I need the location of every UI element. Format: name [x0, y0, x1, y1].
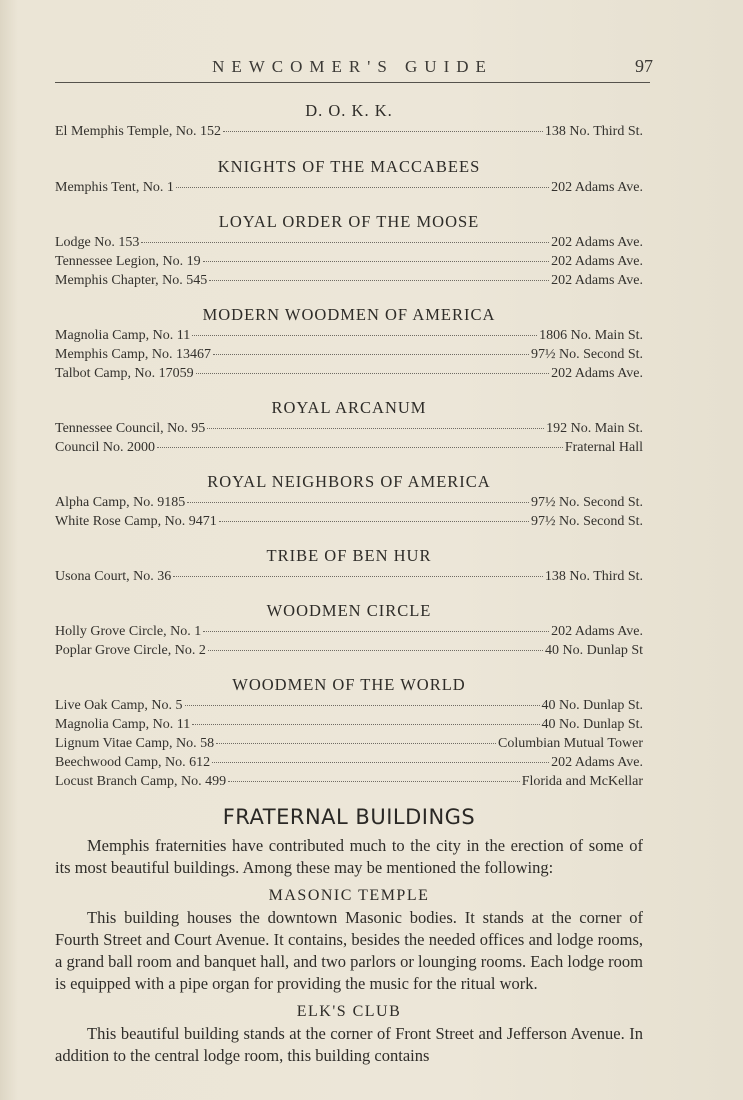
entry-address: 202 Adams Ave. — [551, 180, 643, 195]
directory-entry — [55, 734, 643, 753]
entry-name: White Rose Camp, No. 9471 — [55, 514, 217, 529]
entry-address: Florida and McKellar — [521, 774, 643, 789]
entry-name: Memphis Chapter, No. 545 — [55, 273, 208, 288]
dot-leader — [185, 705, 540, 706]
dot-leader — [141, 242, 549, 243]
directory-section — [55, 156, 643, 197]
entry-address: 40 No. Dunlap St. — [541, 717, 643, 732]
section-title: LOYAL ORDER OF THE MOOSE — [218, 212, 480, 231]
dot-leader — [216, 743, 496, 744]
fraternal-buildings-intro: Memphis fraternities have contributed much to the city in the erection of some of its most beautiful buildings. Among these may be mentioned the following: — [55, 836, 643, 877]
elks-club-title: ELK'S CLUB — [296, 1003, 402, 1020]
directory-entry — [55, 753, 643, 772]
entry-name: Memphis Camp, No. 13467 — [55, 347, 211, 362]
dot-leader — [209, 280, 549, 281]
directory-entry — [55, 345, 643, 364]
dot-leader — [203, 261, 550, 262]
fraternal-buildings-section — [55, 805, 643, 1067]
entry-address: 40 No. Dunlap St. — [541, 698, 643, 713]
directory-section — [55, 100, 643, 141]
directory-entry — [55, 696, 643, 715]
dot-leader — [207, 428, 544, 429]
fraternal-buildings-title: FRATERNAL BUILDINGS — [222, 805, 476, 829]
entry-address: 202 Adams Ave. — [551, 273, 643, 288]
masonic-temple-text: This building houses the downtown Masonic bodies. It stands at the corner of Fourth Street and Court Avenue. It contains, besides the needed offices and lodge rooms, a grand ball room and banquet hall, and two parlors or lounging rooms. Each lodge room is equipped with a pipe organ for providing the music for the ritual work. — [55, 908, 643, 993]
entry-name: Talbot Camp, No. 17059 — [55, 366, 194, 381]
directory-entry — [55, 271, 643, 290]
directory-entry — [55, 567, 643, 586]
entry-name: Beechwood Camp, No. 612 — [55, 755, 211, 770]
directory-section — [55, 600, 643, 660]
running-header: NEWCOMER'S GUIDE — [212, 57, 493, 76]
dot-leader — [187, 502, 529, 503]
directory-entry — [55, 641, 643, 660]
dot-leader — [203, 631, 549, 632]
directory-entry — [55, 252, 643, 271]
dot-leader — [213, 354, 529, 355]
entry-name: Memphis Tent, No. 1 — [55, 180, 174, 195]
entry-name: Tennessee Council, No. 95 — [55, 421, 206, 436]
entry-address: 97½ No. Second St. — [531, 514, 643, 529]
elks-club-text: This beautiful building stands at the corner of Front Street and Jefferson Avenue. In addition to the central lodge room, this building contains — [55, 1024, 643, 1065]
entry-address: 40 No. Dunlap St — [545, 643, 643, 658]
directory-section — [55, 397, 643, 457]
entry-name: Lignum Vitae Camp, No. 58 — [55, 736, 215, 751]
directory-section — [55, 545, 643, 586]
directory-entry — [55, 364, 643, 383]
entry-name: Tennessee Legion, No. 19 — [55, 254, 201, 269]
entry-address: 138 No. Third St. — [544, 124, 643, 139]
entry-address: Fraternal Hall — [564, 440, 643, 455]
entry-name: Live Oak Camp, No. 5 — [55, 698, 183, 713]
entry-name: Council No. 2000 — [55, 440, 155, 455]
entry-address: 192 No. Main St. — [546, 421, 643, 436]
section-title: WOODMEN CIRCLE — [266, 601, 432, 620]
directory-entry — [55, 512, 643, 531]
section-title: TRIBE OF BEN HUR — [266, 546, 432, 565]
dot-leader — [192, 335, 537, 336]
dot-leader — [157, 447, 563, 448]
dot-leader — [223, 131, 543, 132]
dot-leader — [173, 576, 543, 577]
dot-leader — [196, 373, 549, 374]
entry-name: Magnolia Camp, No. 11 — [55, 328, 191, 343]
entry-name: Poplar Grove Circle, No. 2 — [55, 643, 206, 658]
directory-entry — [55, 622, 643, 641]
entry-address: 97½ No. Second St. — [531, 347, 643, 362]
entry-name: Holly Grove Circle, No. 1 — [55, 624, 202, 639]
entry-name: El Memphis Temple, No. 152 — [55, 124, 221, 139]
entry-name: Usona Court, No. 36 — [55, 569, 172, 584]
entry-name: Alpha Camp, No. 9185 — [55, 495, 186, 510]
directory-section — [55, 211, 643, 290]
dot-leader — [192, 724, 539, 725]
masonic-temple-title: MASONIC TEMPLE — [268, 887, 430, 904]
dot-leader — [208, 650, 543, 651]
directory-entry — [55, 122, 643, 141]
directory-entry — [55, 493, 643, 512]
entry-name: Locust Branch Camp, No. 499 — [55, 774, 227, 789]
entry-address: 202 Adams Ave. — [551, 254, 643, 269]
directory-entry — [55, 715, 643, 734]
entry-address: 1806 No. Main St. — [539, 328, 643, 343]
section-title: MODERN WOODMEN OF AMERICA — [202, 305, 496, 324]
directory-entry — [55, 438, 643, 457]
entry-address: Columbian Mutual Tower — [498, 736, 643, 751]
directory-section — [55, 304, 643, 383]
dot-leader — [176, 187, 549, 188]
directory-entry — [55, 772, 643, 791]
header-rule — [55, 82, 650, 83]
section-title: D. O. K. K. — [305, 101, 393, 120]
page-number: 97 — [635, 56, 653, 76]
entry-address: 202 Adams Ave. — [551, 366, 643, 381]
directory-entry — [55, 419, 643, 438]
dot-leader — [228, 781, 520, 782]
entry-name: Lodge No. 153 — [55, 235, 140, 250]
directory-section — [55, 471, 643, 531]
entry-address: 97½ No. Second St. — [531, 495, 643, 510]
dot-leader — [219, 521, 529, 522]
directory-entry — [55, 326, 643, 345]
section-title: KNIGHTS OF THE MACCABEES — [217, 157, 481, 176]
section-title: WOODMEN OF THE WORLD — [232, 675, 466, 694]
directory-entry — [55, 178, 643, 197]
entry-name: Magnolia Camp, No. 11 — [55, 717, 191, 732]
directory-section — [55, 674, 643, 791]
entry-address: 202 Adams Ave. — [551, 755, 643, 770]
entry-address: 202 Adams Ave. — [551, 235, 643, 250]
dot-leader — [212, 762, 549, 763]
lodge-directory — [55, 100, 643, 791]
directory-entry — [55, 233, 643, 252]
entry-address: 138 No. Third St. — [544, 569, 643, 584]
page-content — [55, 100, 643, 1067]
section-title: ROYAL NEIGHBORS OF AMERICA — [207, 472, 491, 491]
section-title: ROYAL ARCANUM — [271, 398, 427, 417]
entry-address: 202 Adams Ave. — [551, 624, 643, 639]
